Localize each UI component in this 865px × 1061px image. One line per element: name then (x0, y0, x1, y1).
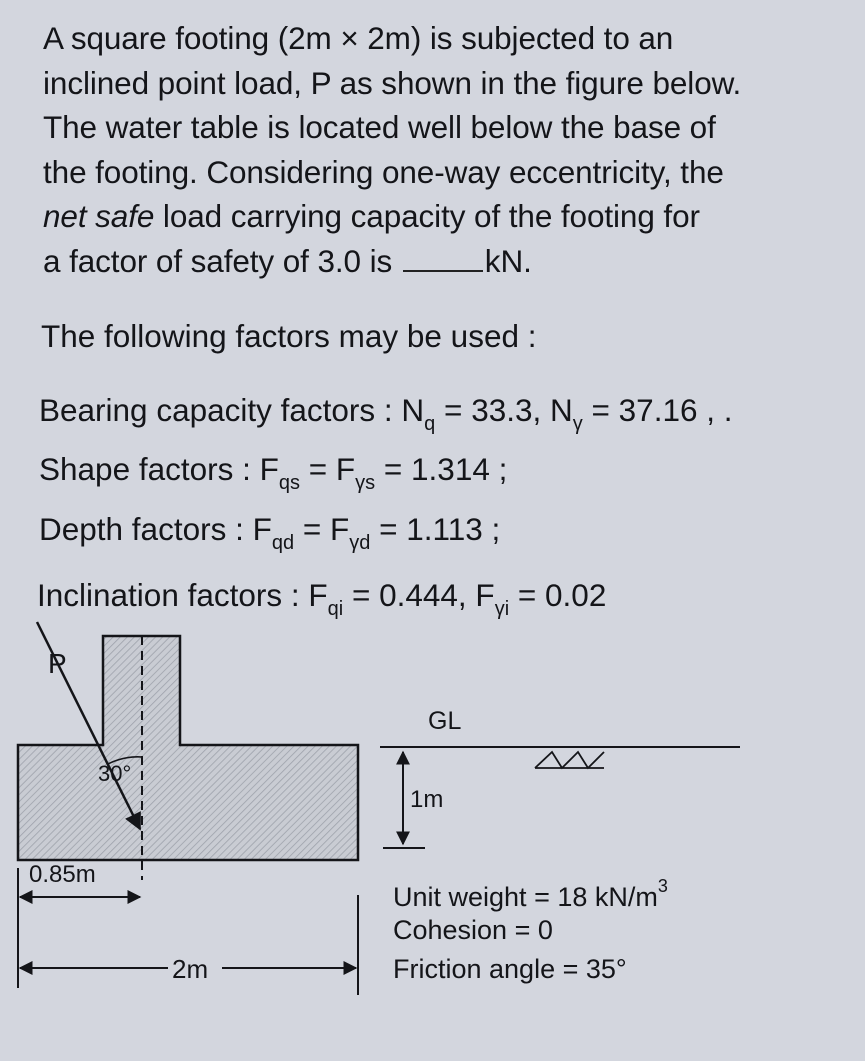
ground-hatch-symbol (535, 752, 604, 768)
bearing-label: Bearing capacity factors : N (39, 392, 425, 428)
factors-intro: The following factors may be used : (41, 318, 537, 354)
inclination-mid: = 0.444, F (343, 577, 495, 613)
unit-weight-text: Unit weight = 18 kN/m (393, 882, 658, 912)
problem-line-1: A square footing (2m × 2m) is subjected to an (43, 20, 674, 56)
net-safe-emphasis: net safe (43, 198, 155, 234)
unit-weight (393, 876, 668, 913)
fqd-subscript: qd (271, 532, 295, 554)
problem-line-2: inclined point load, P as shown in the figure below. (43, 64, 742, 101)
fqi-subscript: qi (327, 598, 344, 620)
footing-shape (18, 636, 358, 860)
problem-line-5-rest: load carrying capacity of the footing for (154, 198, 700, 234)
shape-mid: = F (300, 451, 356, 487)
load-label: P (48, 648, 67, 679)
friction-angle: Friction angle = 35° (393, 954, 627, 984)
problem-line-4: the footing. Considering one-way eccentricity, the (43, 153, 724, 190)
width-label: 2m (172, 954, 209, 984)
depth-label: Depth factors : F (39, 511, 272, 547)
eccentricity-label: 0.85m (29, 861, 96, 888)
bearing-mid: = 33.3, N (435, 392, 573, 428)
problem-line-6-start: a factor of safety of 3.0 is (43, 242, 401, 279)
angle-label: 30° (98, 761, 132, 786)
cohesion: Cohesion = 0 (393, 915, 553, 945)
ngamma-subscript: γ (572, 413, 583, 435)
answer-unit: kN. (484, 242, 532, 279)
shape-end: = 1.314 ; (375, 451, 508, 487)
problem-line-3: The water table is located well below the base of (43, 109, 716, 145)
fgammas-subscript: γs (355, 472, 376, 494)
fgammai-subscript: γi (494, 598, 510, 620)
fqs-subscript: qs (278, 472, 300, 494)
depth-end: = 1.113 ; (370, 511, 501, 547)
shape-label: Shape factors : F (39, 451, 279, 487)
nq-subscript: q (424, 413, 436, 435)
unit-weight-exponent: 3 (657, 876, 668, 896)
bearing-end: = 37.16 , . (582, 392, 733, 428)
inclination-label: Inclination factors : F (37, 577, 328, 613)
fgammad-subscript: γd (349, 532, 371, 554)
depth-mid: = F (294, 511, 350, 547)
depth-label: 1m (410, 786, 444, 813)
ground-level-label: GL (428, 707, 462, 735)
inclination-end: = 0.02 (509, 577, 607, 613)
